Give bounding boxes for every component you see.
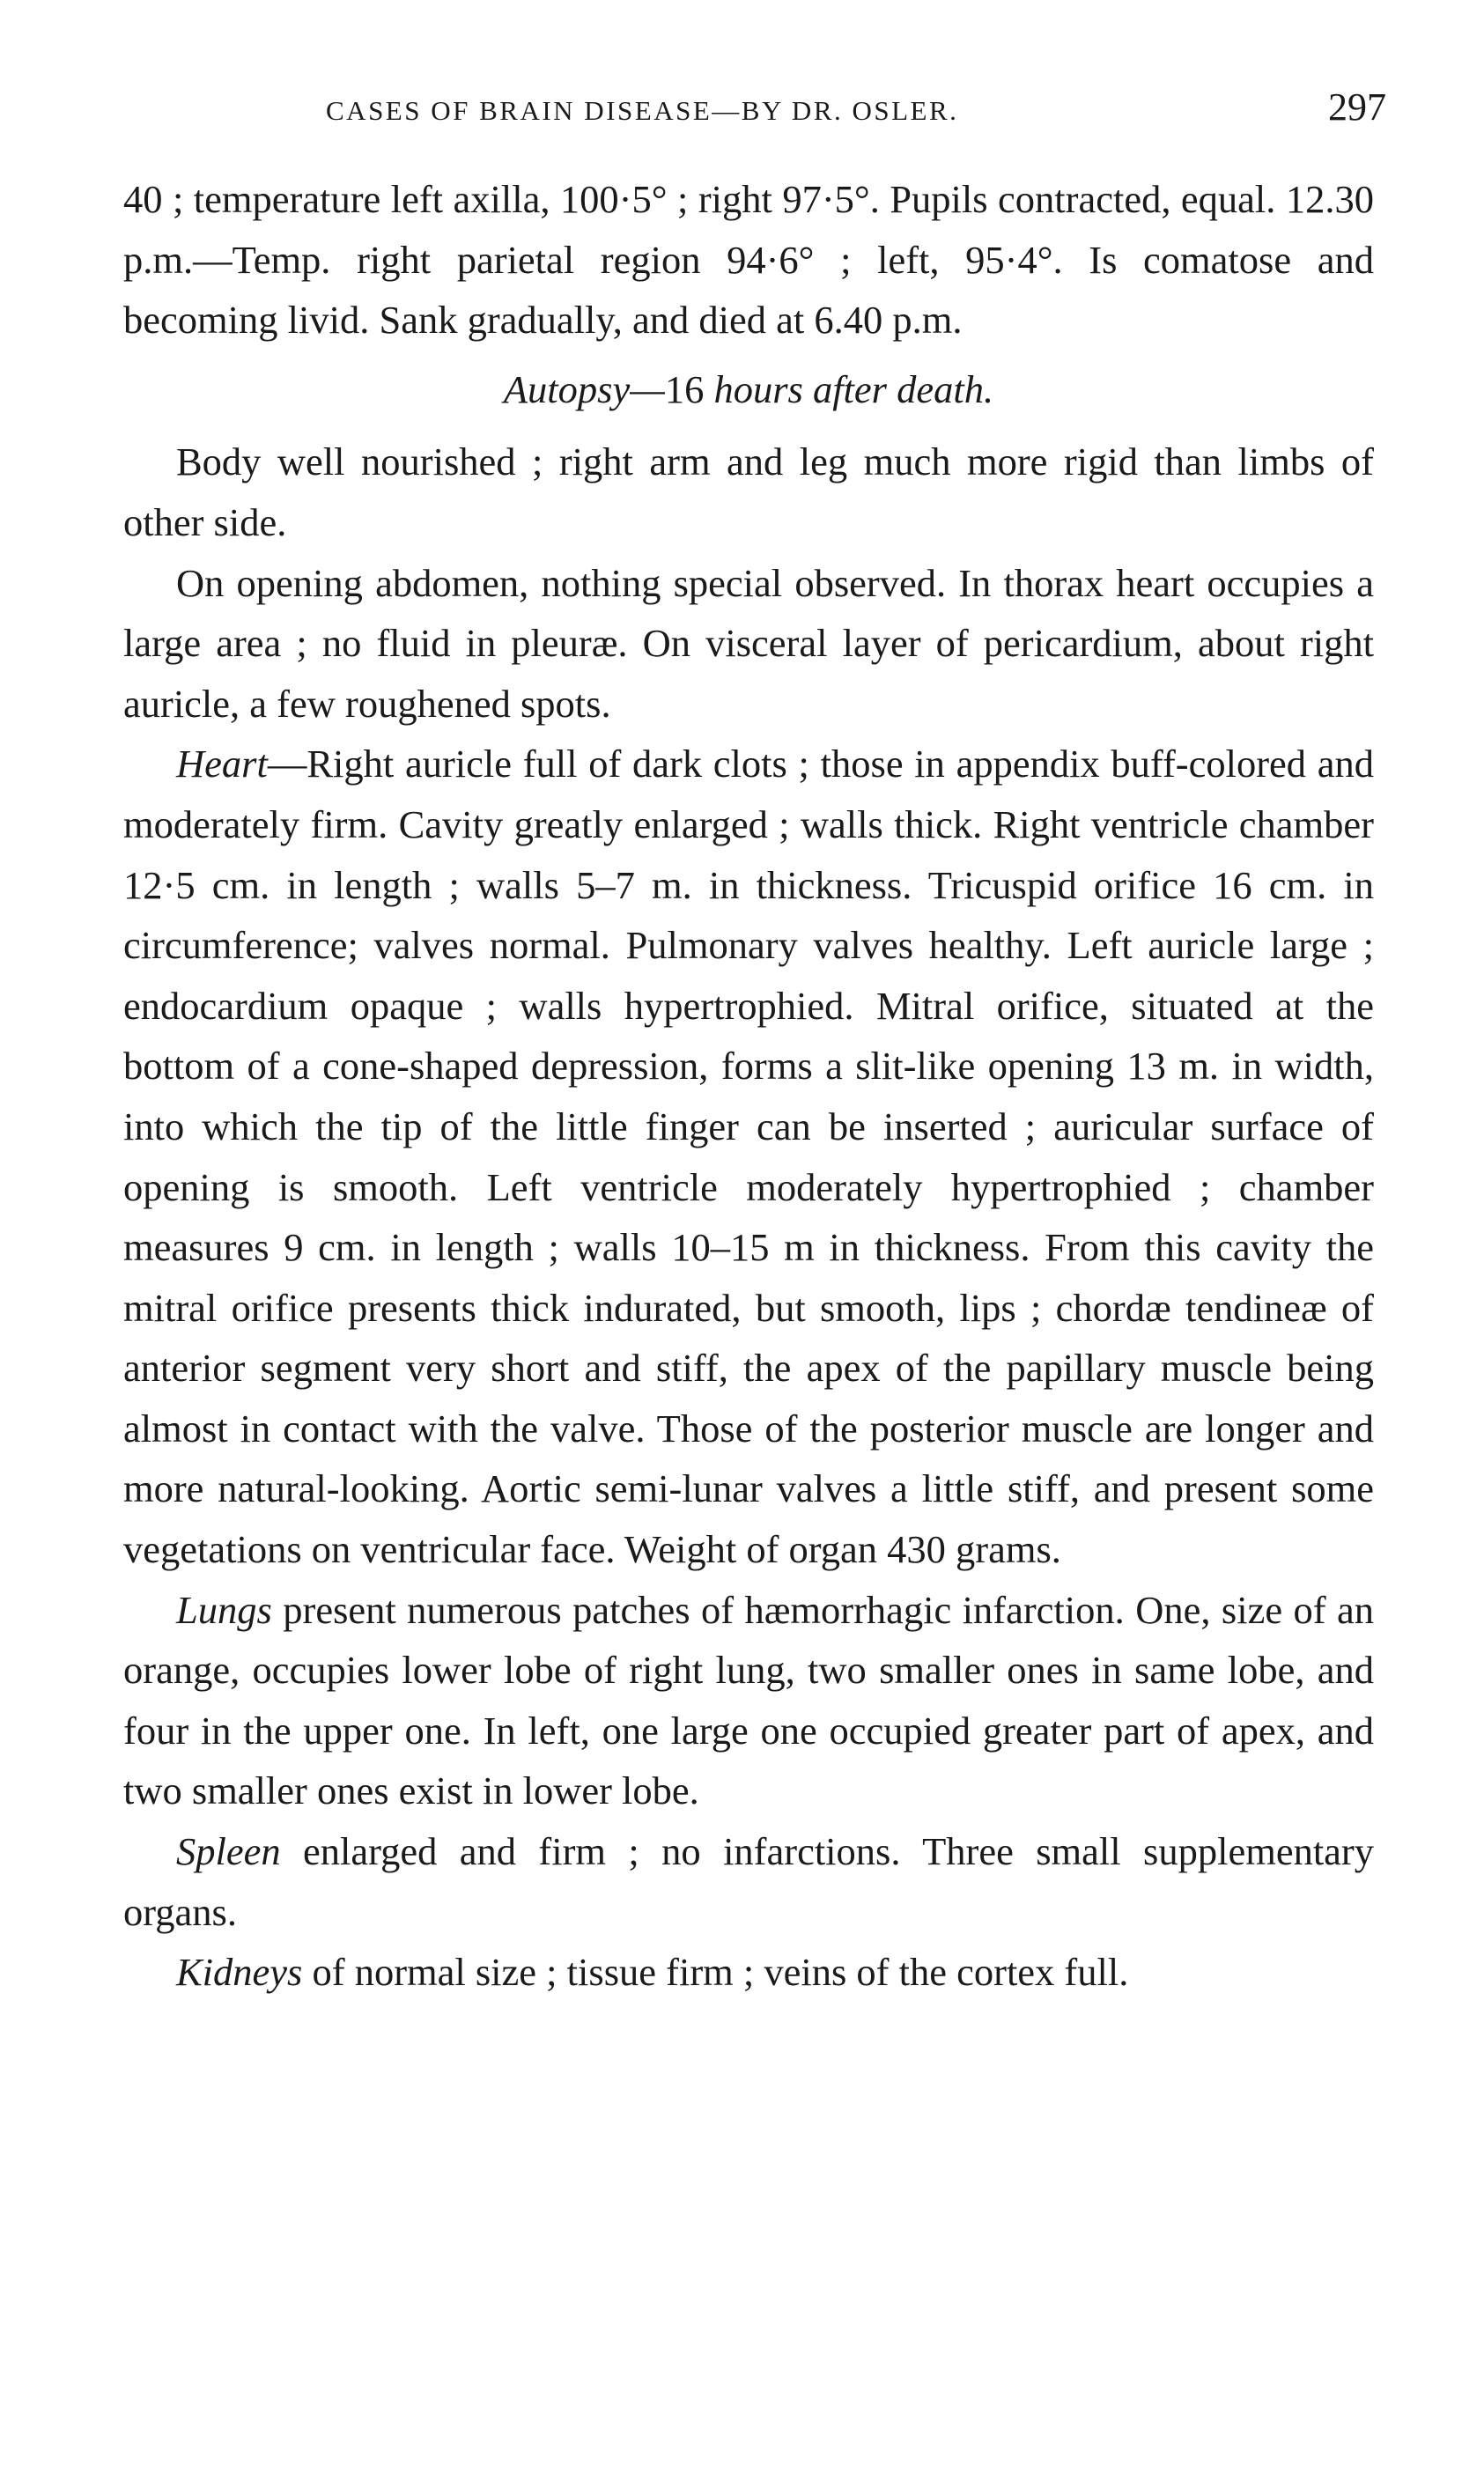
spleen-text: enlarged and firm ; no infarctions. Three small supplementary organs. — [123, 1829, 1374, 1934]
heart-lead: Heart — [176, 742, 268, 786]
book-page — [123, 79, 1386, 2003]
paragraph-kidneys — [123, 1942, 1374, 2003]
running-title: CASES OF BRAIN DISEASE—BY DR. OSLER. — [326, 95, 959, 126]
paragraph-spleen — [123, 1821, 1374, 1942]
kidneys-lead: Kidneys — [176, 1950, 303, 1995]
paragraph-abdomen-thorax: On opening abdomen, nothing special observed. In thorax heart occupies a large area ; no fluid in pleuræ. On visceral layer of pericardium, about right auricle, a few roughened spots. — [123, 560, 1374, 726]
kidneys-text: of normal size ; tissue firm ; veins of the cortex full. — [302, 1950, 1129, 1995]
autopsy-heading-hours: 16 — [664, 366, 705, 411]
heart-text: —Right auricle full of dark clots ; those in appendix buff-colored and moderately firm. Cavity greatly enlarged ; walls thick. Right ventricle chamber 12·5 cm. in length ; walls 5–7 m. in thickness. Tricuspid orifice 16 cm. in circumference; valves normal. Pulmonary valves healthy. Left auricle large ; endocardium opaque ; walls hypertrophied. Mitral orifice, situated at the bottom of a cone-shaped depression, forms a slit-like opening 13 m. in width, into which the tip of the little finger can be inserted ; auricular surface of opening is smooth. Left ventricle moderately hypertrophied ; chamber measures 9 cm. in length ; walls 10–15 m in thickness. From this cavity the mitral orifice presents thick indurated, but smooth, lips ; chordæ tendineæ of anterior segment very short and stiff, the apex of the papillary muscle being almost in contact with the valve. Those of the posterior muscle are longer and more natural-looking. Aortic semi-lunar valves a little stiff, and present some vegetations on ventricular face. Weight of organ 430 grams. — [123, 742, 1374, 1572]
page-number: 297 — [1328, 85, 1386, 129]
autopsy-heading-after-death: hours after death. — [704, 366, 994, 411]
running-head — [123, 79, 1386, 150]
autopsy-heading-label: Autopsy— — [503, 366, 665, 411]
body-text — [123, 169, 1374, 2003]
lungs-lead: Lungs — [176, 1587, 272, 1632]
paragraph-lungs — [123, 1580, 1374, 1821]
autopsy-heading — [123, 359, 1374, 420]
lungs-text: present numerous patches of hæmorrhagic infarction. One, size of an orange, occupies lower lobe of right lung, two smaller ones in same lobe, and four in the upper one. In left, one large one occupied greater part of apex, and two smaller ones exist in lower lobe. — [123, 1587, 1374, 1813]
paragraph-clinical-course: 40 ; temperature left axilla, 100·5° ; right 97·5°. Pupils contracted, equal. 12.30 p.m.—Temp. right parietal region 94·6° ; left, 95·4°. Is comatose and becoming livid. Sank gradually, and died at 6.40 p.m. — [123, 177, 1374, 343]
spleen-lead: Spleen — [176, 1829, 281, 1874]
paragraph-body-rigidity: Body well nourished ; right arm and leg much more rigid than limbs of other side. — [123, 439, 1374, 544]
paragraph-heart — [123, 734, 1374, 1579]
